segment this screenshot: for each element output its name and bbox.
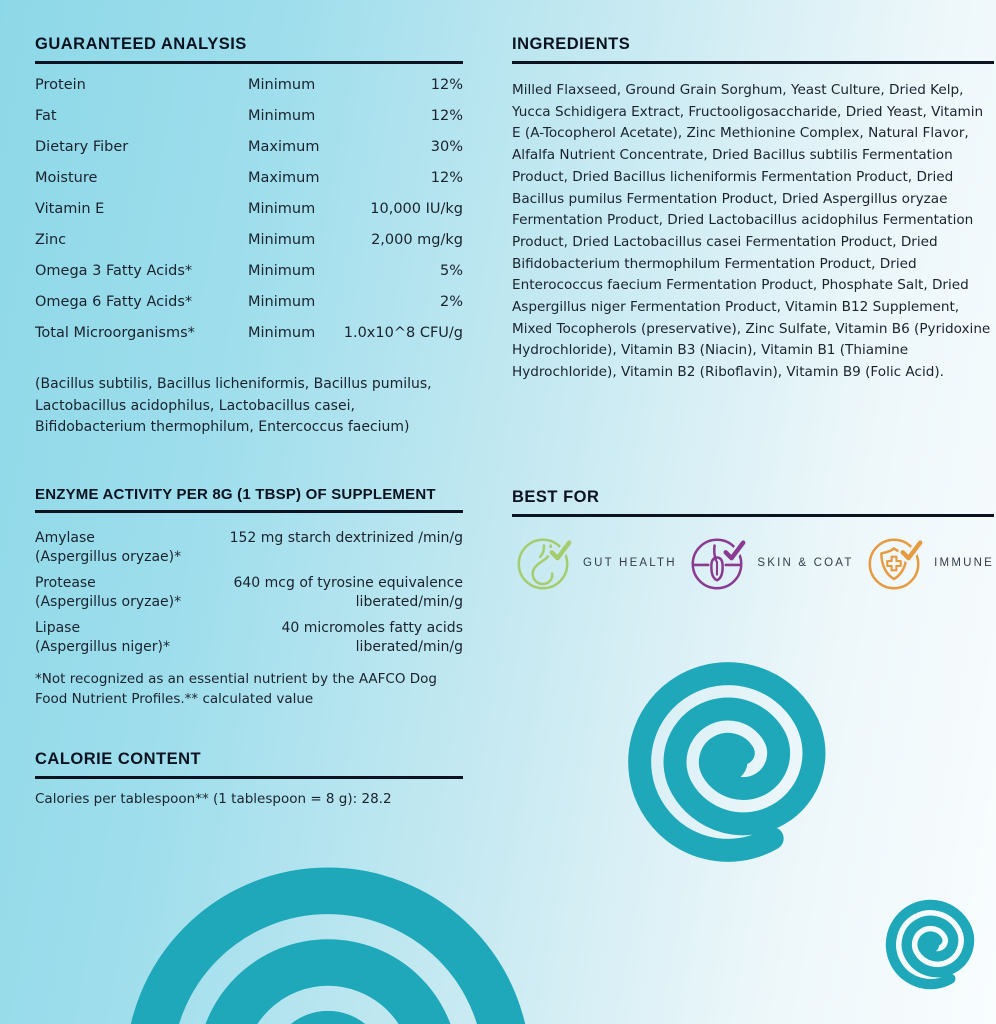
spiral-decoration-giant (113, 855, 543, 1024)
table-row (35, 529, 463, 567)
nutrient-label: Omega 6 Fatty Acids* (35, 294, 193, 310)
enzyme-value: 40 micromoles fatty acids liberated/min/g (281, 620, 463, 655)
ingredients-text: Milled Flaxseed, Ground Grain Sorghum, Yeast Culture, Dried Kelp, Yucca Schidigera Extract, Fructooligosaccharide, Dried Yeast, Vitamin E (A-Tocopherol Acetate), Zinc Methionine Complex, Natural Flavor, Alfalfa Nutrient Concentrate, Dried Bacillus subtilis Fermentation Product, Dried Bacillus licheniformis Fermentation Product, Dried Bacillus pumilus Fermentation Product, Dried Aspergillus oryzae Fermentation Product, Dried Lactobacillus acidophilus Fermentation Product, Dried Lactobacillus casei Fermentation Product, Dried Bifidobacterium thermophilum Fermentation Product, Dried Enterococcus faecium Fermentation Product, Phosphate Salt, Dried Aspergillus niger Fermentation Product, Vitamin B12 Supplement, Mixed Tocopherols (preservative), Zinc Sulfate, Vitamin B6 (Pyridoxine Hydrochloride), Vitamin B3 (Niacin), Vitamin B1 (Thiamine Hydrochloride), Vitamin B2 (Riboflavin), Vitamin B9 (Folic Acid). (512, 82, 991, 381)
best-for-title: BEST FOR (512, 488, 994, 517)
nutrient-qualifier: Minimum (248, 77, 316, 93)
hair-follicle-check-icon (686, 532, 748, 594)
guaranteed-analysis-title: GUARANTEED ANALYSIS (35, 35, 463, 64)
nutrient-qualifier: Maximum (248, 139, 320, 155)
shield-cross-check-icon (863, 532, 925, 594)
nutrient-value: 5% (439, 263, 463, 279)
table-row (35, 108, 463, 139)
nutrient-value: 12% (430, 170, 463, 186)
nutrient-value: 1.0x10^8 CFU/g (343, 325, 463, 341)
enzyme-label (35, 619, 223, 657)
table-row (35, 139, 463, 170)
nutrient-value: 2,000 mg/kg (371, 232, 463, 248)
nutrient-label: Protein (35, 77, 86, 93)
nutrient-qualifier: Minimum (248, 108, 316, 124)
best-for-item-gut-health (512, 532, 677, 594)
aafco-footnote: *Not recognized as an essential nutrient by the AAFCO Dog Food Nutrient Profiles.** calculated value (35, 671, 438, 707)
enzyme-activity-title: ENZYME ACTIVITY PER 8G (1 TBSP) OF SUPPLEMENT (35, 486, 463, 513)
best-for-label: GUT HEALTH (583, 557, 677, 569)
stomach-check-icon (512, 532, 574, 594)
nutrient-qualifier: Minimum (248, 294, 316, 310)
enzyme-organism: (Aspergillus niger)* (35, 639, 170, 655)
calorie-content-section (35, 750, 463, 807)
best-for-item-skin-coat (686, 532, 853, 594)
nutrient-value: 30% (430, 139, 463, 155)
table-row (35, 263, 463, 294)
best-for-item-immune (863, 532, 994, 594)
nutrient-qualifier: Minimum (248, 325, 316, 341)
nutrient-label: Vitamin E (35, 201, 105, 217)
nutrient-label: Omega 3 Fatty Acids* (35, 263, 193, 279)
nutrient-value: 12% (430, 108, 463, 124)
nutrient-value: 2% (439, 294, 463, 310)
enzyme-label (35, 529, 223, 567)
nutrient-label: Dietary Fiber (35, 139, 129, 155)
spiral-decoration-small (866, 880, 996, 1010)
best-for-label: SKIN & COAT (757, 557, 854, 569)
calorie-line: Calories per tablespoon** (1 tablespoon = 8 g): 28.2 (35, 791, 392, 807)
nutrient-qualifier: Minimum (248, 232, 316, 248)
enzyme-name: Protease (35, 575, 96, 591)
nutrient-label: Total Microorganisms* (35, 325, 195, 341)
enzyme-organism: (Aspergillus oryzae)* (35, 549, 182, 565)
enzyme-value: 640 mcg of tyrosine equivalence liberated/min/g (233, 575, 463, 610)
spiral-decoration-large (583, 617, 873, 907)
guaranteed-analysis-table (35, 77, 463, 356)
enzyme-value: 152 mg starch dextrinized /min/g (229, 530, 463, 546)
microorganisms-note: (Bacillus subtilis, Bacillus licheniformis, Bacillus pumilus, Lactobacillus acidophilus, Lactobacillus casei, Bifidobacterium thermophilum, Entercoccus faecium) (35, 376, 432, 435)
nutrient-label: Zinc (35, 232, 67, 248)
best-for-label: IMMUNE (934, 557, 994, 569)
table-row (35, 619, 463, 657)
enzyme-organism: (Aspergillus oryzae)* (35, 594, 182, 610)
nutrient-label: Fat (35, 108, 57, 124)
enzyme-activity-table (35, 529, 463, 657)
table-row (35, 77, 463, 108)
enzyme-name: Amylase (35, 530, 95, 546)
best-for-icons-row (512, 532, 994, 594)
nutrient-qualifier: Minimum (248, 263, 316, 279)
table-row (35, 574, 463, 612)
table-row (35, 232, 463, 263)
table-row (35, 294, 463, 325)
table-row (35, 325, 463, 356)
ingredients-title: INGREDIENTS (512, 35, 994, 64)
nutrient-label: Moisture (35, 170, 98, 186)
nutrient-value: 12% (430, 77, 463, 93)
table-row (35, 201, 463, 232)
enzyme-label (35, 574, 223, 612)
nutrient-value: 10,000 IU/kg (370, 201, 463, 217)
guaranteed-analysis-section (35, 35, 463, 439)
enzyme-name: Lipase (35, 620, 81, 636)
table-row (35, 170, 463, 201)
best-for-section (512, 488, 994, 594)
calorie-content-title: CALORIE CONTENT (35, 750, 463, 779)
ingredients-section (512, 35, 994, 384)
nutrient-qualifier: Minimum (248, 201, 316, 217)
enzyme-activity-section (35, 486, 463, 709)
nutrient-qualifier: Maximum (248, 170, 320, 186)
